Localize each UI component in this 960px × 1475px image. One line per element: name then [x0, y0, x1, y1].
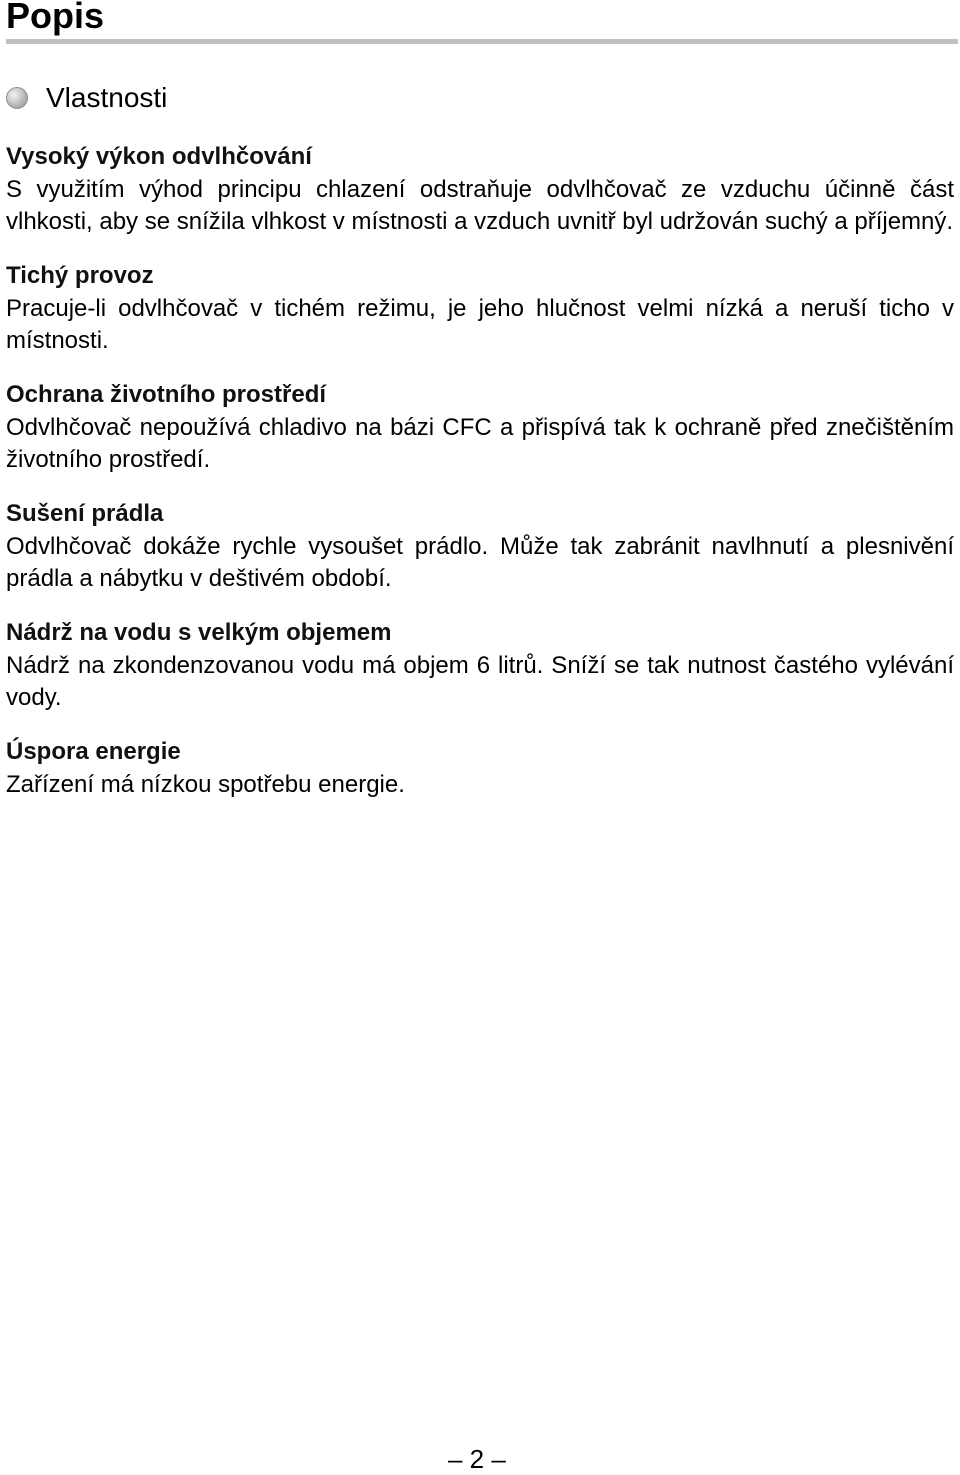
title-rule [6, 39, 958, 44]
feature-heading: Ochrana životního prostředí [6, 381, 327, 408]
page-title: Popis [6, 0, 105, 36]
feature-heading: Tichý provoz [6, 262, 154, 289]
feature-text: Odvlhčovač nepoužívá chladivo na bázi CFC a přispívá tak k ochraně před znečištěním životního prostředí. [6, 414, 954, 473]
feature-water-tank [6, 616, 954, 714]
feature-quiet-operation [6, 259, 954, 357]
feature-text: Zařízení má nízkou spotřebu energie. [6, 771, 405, 798]
feature-high-performance [6, 140, 954, 238]
feature-energy-saving [6, 735, 954, 801]
bullet-circle-icon [6, 87, 28, 109]
feature-text: Pracuje-li odvlhčovač v tichém režimu, je jeho hlučnost velmi nízká a neruší ticho v místnosti. [6, 295, 954, 354]
feature-laundry-drying [6, 497, 954, 595]
feature-heading: Úspora energie [6, 738, 181, 765]
section-title: Vlastnosti [46, 82, 168, 113]
feature-heading: Nádrž na vodu s velkým objemem [6, 619, 392, 646]
feature-heading: Sušení prádla [6, 500, 164, 527]
feature-text: S využitím výhod principu chlazení odstraňuje odvlhčovač ze vzduchu účinně část vlhkosti, aby se snížila vlhkost v místnosti a vzduch uvnitř byl udržován suchý a příjemný. [6, 176, 954, 235]
feature-environment [6, 378, 954, 476]
section-header [6, 80, 167, 116]
feature-text: Nádrž na zkondenzovanou vodu má objem 6 litrů. Sníží se tak nutnost častého vylévání vody. [6, 652, 954, 711]
feature-list [6, 140, 954, 822]
feature-text: Odvlhčovač dokáže rychle vysoušet prádlo. Může tak zabránit navlhnutí a plesnivění prádla a nábytku v deštivém období. [6, 533, 954, 592]
page-number: – 2 – [448, 1444, 506, 1474]
feature-heading: Vysoký výkon odvlhčování [6, 143, 312, 170]
